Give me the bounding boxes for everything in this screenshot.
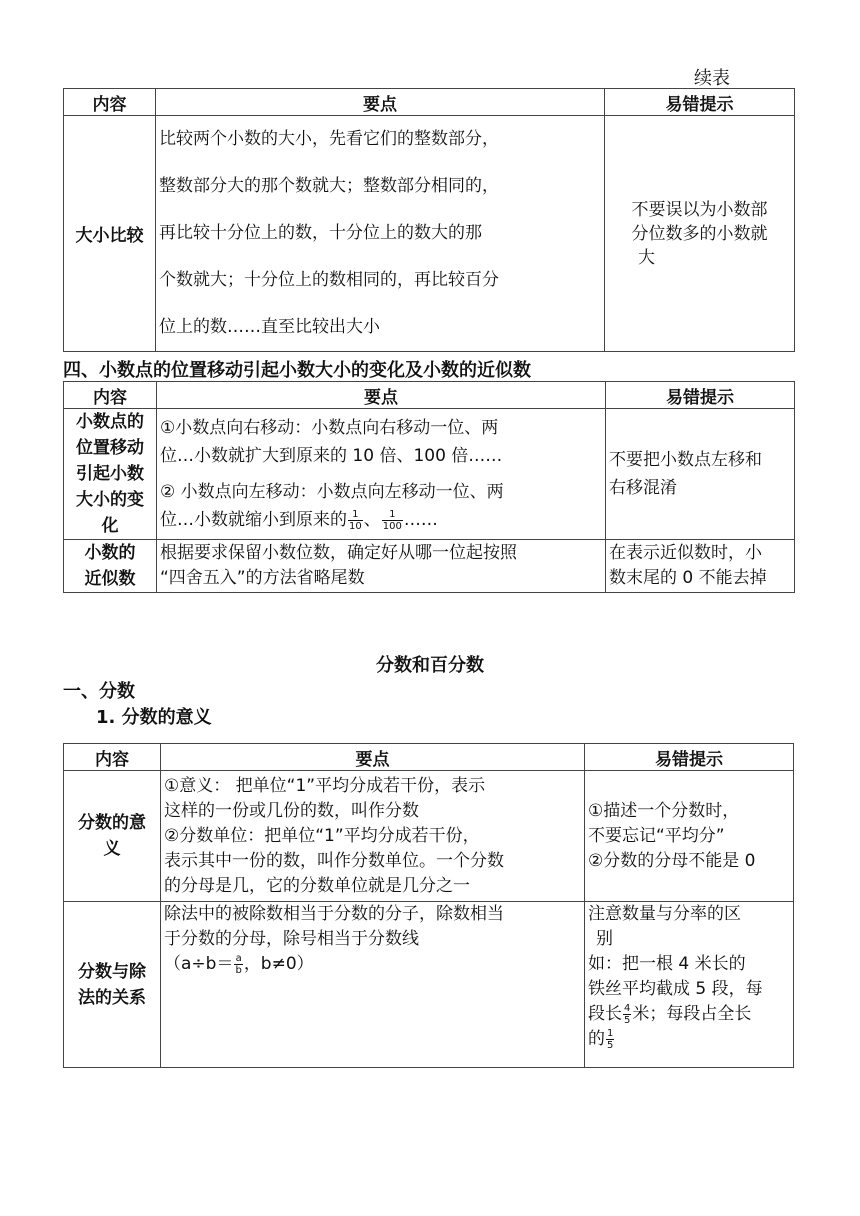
row-label: [64, 540, 157, 593]
tip-line: [588, 1027, 790, 1052]
point-line: ①小数点向右移动：小数点向右移动一位、两: [160, 418, 499, 438]
fraction-numerator: a: [235, 952, 242, 964]
row-points: [157, 540, 606, 593]
point-line: 再比较十分位上的数，十分位上的数大的那: [159, 223, 482, 243]
table-row: [64, 771, 794, 902]
table-row: [64, 902, 794, 1068]
row-tip: [605, 116, 795, 352]
table-header-row: [64, 89, 795, 116]
label-line: 义: [103, 839, 121, 859]
part-title: 一、分数: [63, 681, 135, 702]
tip-line: ①描述一个分数时，: [588, 800, 740, 821]
label-line: 大小的变: [76, 490, 144, 510]
label-line: 引起小数: [76, 464, 144, 484]
fraction-a-over-b: [234, 953, 242, 976]
point-line: 位…小数就扩大到原来的 10 倍、100 倍……: [160, 446, 503, 466]
row-tip: [606, 540, 795, 593]
fraction-one-fifth: [606, 1028, 614, 1051]
row-label: 大小比较: [64, 116, 156, 352]
fraction-denominator: 10: [349, 520, 362, 532]
continue-label: 续表: [694, 68, 730, 89]
tip-line: 不要忘记“平均分”: [588, 825, 725, 846]
tip-line: 分位数多的小数就: [631, 223, 768, 244]
table-header-row: [64, 744, 794, 771]
point-line: “四舍五入”的方法省略尾数: [160, 568, 365, 588]
tip-line: 注意数量与分率的区: [588, 904, 741, 924]
point-line: 的分母是几，它的分数单位就是几分之一: [164, 875, 470, 896]
tip-text: 的: [588, 1029, 605, 1049]
tip-line: ②分数的分母不能是 0: [588, 850, 756, 871]
table-fraction-meaning: [63, 743, 794, 1068]
point-line: 根据要求保留小数位数，确定好从哪一位起按照: [160, 543, 517, 563]
tip-line: 数末尾的 0 不能去掉: [609, 568, 767, 588]
ellipsis: ……: [403, 510, 438, 530]
fraction-denominator: 100: [382, 520, 402, 532]
fraction-denominator: b: [235, 964, 242, 976]
section-title: 四、小数点的位置移动引起小数大小的变化及小数的近似数: [63, 360, 531, 381]
point-line: ②分数单位：把单位“1”平均分成若干份，: [164, 825, 480, 846]
label-line: 分数的意: [78, 813, 146, 833]
point-line: ①意义： 把单位“1”平均分成若干份，表示: [164, 775, 486, 796]
tip-text: 段长: [588, 1004, 622, 1024]
label-line: 法的关系: [78, 987, 146, 1008]
fraction-numerator: 1: [607, 1027, 614, 1039]
label-line: 化: [101, 516, 119, 536]
table-decimal-point-shift: [63, 381, 795, 593]
point-line: 除法中的被除数相当于分数的分子，除数相当: [164, 904, 504, 924]
header-points: 要点: [157, 382, 606, 409]
row-points: [161, 902, 585, 1068]
point-line: 比较两个小数的大小，先看它们的整数部分，: [159, 129, 499, 149]
row-label: [64, 902, 161, 1068]
point-line: 于分数的分母，除号相当于分数线: [164, 929, 419, 949]
header-content: 内容: [64, 382, 157, 409]
header-content: 内容: [64, 89, 156, 116]
point-line: 位上的数……直至比较出大小: [159, 317, 380, 337]
fraction-four-fifths: [623, 1003, 631, 1026]
label-line: 小数的: [84, 543, 136, 563]
chapter-title: 分数和百分数: [376, 655, 484, 676]
header-points: 要点: [161, 744, 585, 771]
formula-text: （a÷b＝: [164, 954, 234, 974]
header-points: 要点: [156, 89, 605, 116]
row-points: [156, 116, 605, 352]
point-line: 表示其中一份的数，叫作分数单位。一个分数: [164, 850, 504, 871]
table-decimal-compare: [63, 88, 795, 352]
label-line: 小数点的: [76, 412, 144, 432]
header-content: 内容: [64, 744, 161, 771]
separator: 、: [363, 510, 381, 530]
point-line: [160, 506, 602, 534]
table-row: [64, 540, 795, 593]
fraction-numerator: 1: [382, 509, 403, 521]
row-label: [64, 409, 157, 540]
point-line: 这样的一份或几份的数，叫作分数: [164, 800, 419, 821]
point-line: 整数部分大的那个数就大；整数部分相同的，: [159, 176, 499, 196]
fraction-one-hundredth: [382, 509, 403, 532]
fraction-numerator: 1: [348, 509, 363, 521]
table-header-row: [64, 382, 795, 409]
table-row: [64, 116, 795, 352]
point-line: 个数就大；十分位上的数相同的，再比较百分: [159, 270, 499, 290]
tip-line: 在表示近似数时，小: [609, 543, 762, 563]
formula-text: ，b≠0）: [243, 954, 314, 974]
row-tip: [585, 771, 794, 902]
fraction-numerator: 4: [624, 1002, 631, 1014]
tip-line: 不要把小数点左移和: [609, 450, 762, 470]
tip-line: [588, 1002, 790, 1027]
row-label: [64, 771, 161, 902]
tip-line: 大: [638, 247, 655, 268]
header-tips: 易错提示: [585, 744, 794, 771]
subsection-title: 1. 分数的意义: [96, 707, 212, 728]
tip-line: 如：把一根 4 米长的: [588, 954, 746, 974]
row-tip: [606, 409, 795, 540]
label-line: 分数与除: [78, 961, 146, 982]
row-tip: [585, 902, 794, 1068]
label-line: 近似数: [84, 569, 136, 589]
fraction-denominator: 5: [607, 1039, 614, 1051]
point-line: ② 小数点向左移动：小数点向左移动一位、两: [160, 482, 504, 502]
row-points: [161, 771, 585, 902]
tip-line: 铁丝平均截成 5 段，每: [588, 979, 763, 999]
tip-line: 不要误以为小数部: [631, 199, 768, 220]
tip-line: 别: [596, 929, 613, 949]
formula-line: [164, 952, 581, 977]
tip-text: 米；每段占全长: [632, 1004, 752, 1024]
label-line: 位置移动: [76, 438, 144, 458]
fraction-one-tenth: [348, 509, 363, 532]
fraction-denominator: 5: [624, 1014, 631, 1026]
header-tips: 易错提示: [605, 89, 795, 116]
row-points: [157, 409, 606, 540]
header-tips: 易错提示: [606, 382, 795, 409]
point-text: 位…小数就缩小到原来的: [160, 510, 347, 530]
tip-line: 右移混淆: [609, 478, 677, 498]
table-row: [64, 409, 795, 540]
